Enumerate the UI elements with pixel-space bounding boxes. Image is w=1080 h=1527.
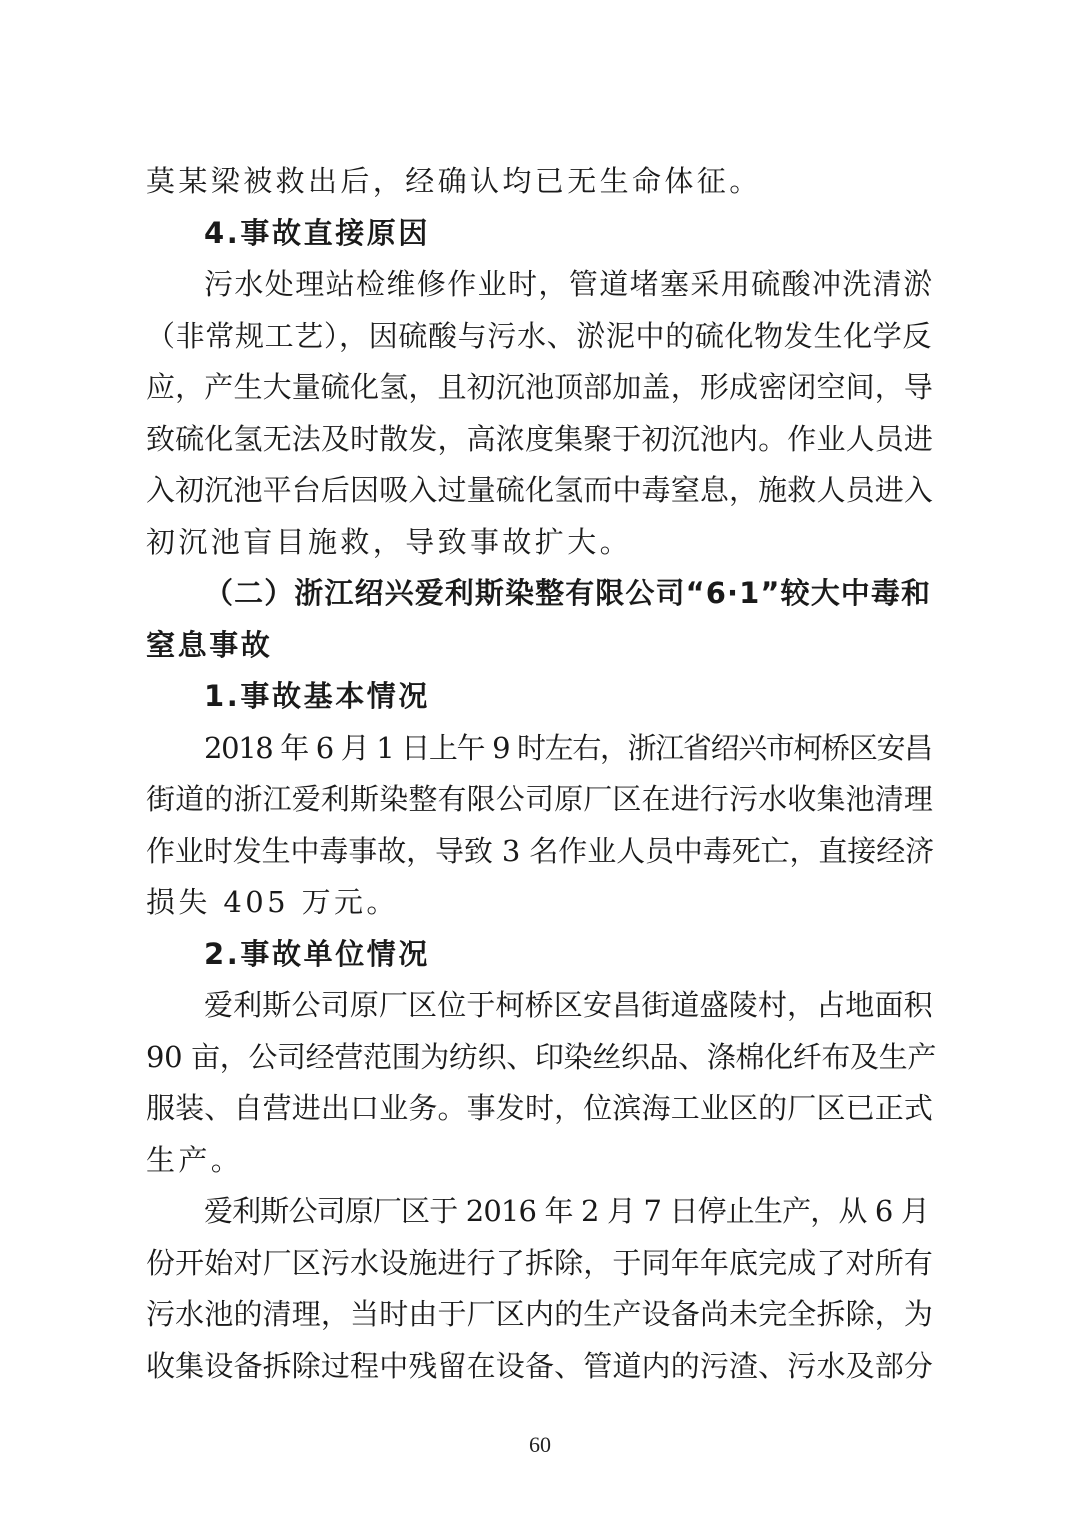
section-heading-direct-cause: 4.事故直接原因 — [204, 215, 430, 250]
text-line: 服装、自营进出口业务。事发时，位滨海工业区的厂区已正式 — [146, 1091, 934, 1125]
text-line: 爱利斯公司原厂区位于柯桥区安昌街道盛陵村，占地面积 — [204, 988, 933, 1022]
page-number: 60 — [529, 1432, 551, 1457]
text-line: 作业时发生中毒事故，导致 3 名作业人员中毒死亡，直接经济 — [146, 833, 934, 868]
text-line: （非常规工艺），因硫酸与污水、淤泥中的硫化物发生化学反 — [146, 318, 933, 353]
text-line: 污水池的清理，当时由于厂区内的生产设备尚未完全拆除，为 — [146, 1297, 934, 1331]
section-heading-unit-situation: 2.事故单位情况 — [204, 936, 430, 971]
text-line: 入初沉池平台后因吸入过量硫化氢而中毒窒息，施救人员进入 — [146, 473, 934, 507]
section-heading-basic-situation: 1.事故基本情况 — [204, 679, 430, 713]
text-line: 爱利斯公司原厂区于 2016 年 2 月 7 日停止生产，从 6 月 — [204, 1194, 930, 1228]
text-line: 应，产生大量硫化氢，且初沉池顶部加盖，形成密闭空间，导 — [146, 370, 934, 404]
text-line: 致硫化氢无法及时散发，高浓度集聚于初沉池内。作业人员进 — [146, 421, 934, 456]
text-line: 莫某梁被救出后，经确认均已无生命体征。 — [146, 164, 762, 198]
document-body — [146, 156, 936, 1392]
text-line: 初沉池盲目施救，导致事故扩大。 — [146, 524, 633, 559]
text-line: 污水处理站检维修作业时，管道堵塞采用硫酸冲洗清淤 — [204, 267, 934, 301]
text-line: 损失 405 万元。 — [146, 885, 399, 919]
text-line: 收集设备拆除过程中残留在设备、管道内的污渣、污水及部分 — [146, 1348, 934, 1383]
text-line: 份开始对厂区污水设施进行了拆除，于同年年底完成了对所有 — [146, 1245, 934, 1280]
text-line: 生产。 — [146, 1142, 244, 1177]
case-title-heading: （二）浙江绍兴爱利斯染整有限公司“6·1”较大中毒和 — [204, 576, 932, 610]
text-line: 街道的浙江爱利斯染整有限公司原厂区在进行污水收集池清理 — [146, 782, 934, 816]
case-title-heading-continued: 窒息事故 — [146, 627, 273, 662]
text-line: 2018 年 6 月 1 日上午 9 时左右，浙江省绍兴市柯桥区安昌 — [204, 730, 932, 765]
text-line: 90 亩，公司经营范围为纺织、印染丝织品、涤棉化纤布及生产 — [146, 1039, 936, 1074]
